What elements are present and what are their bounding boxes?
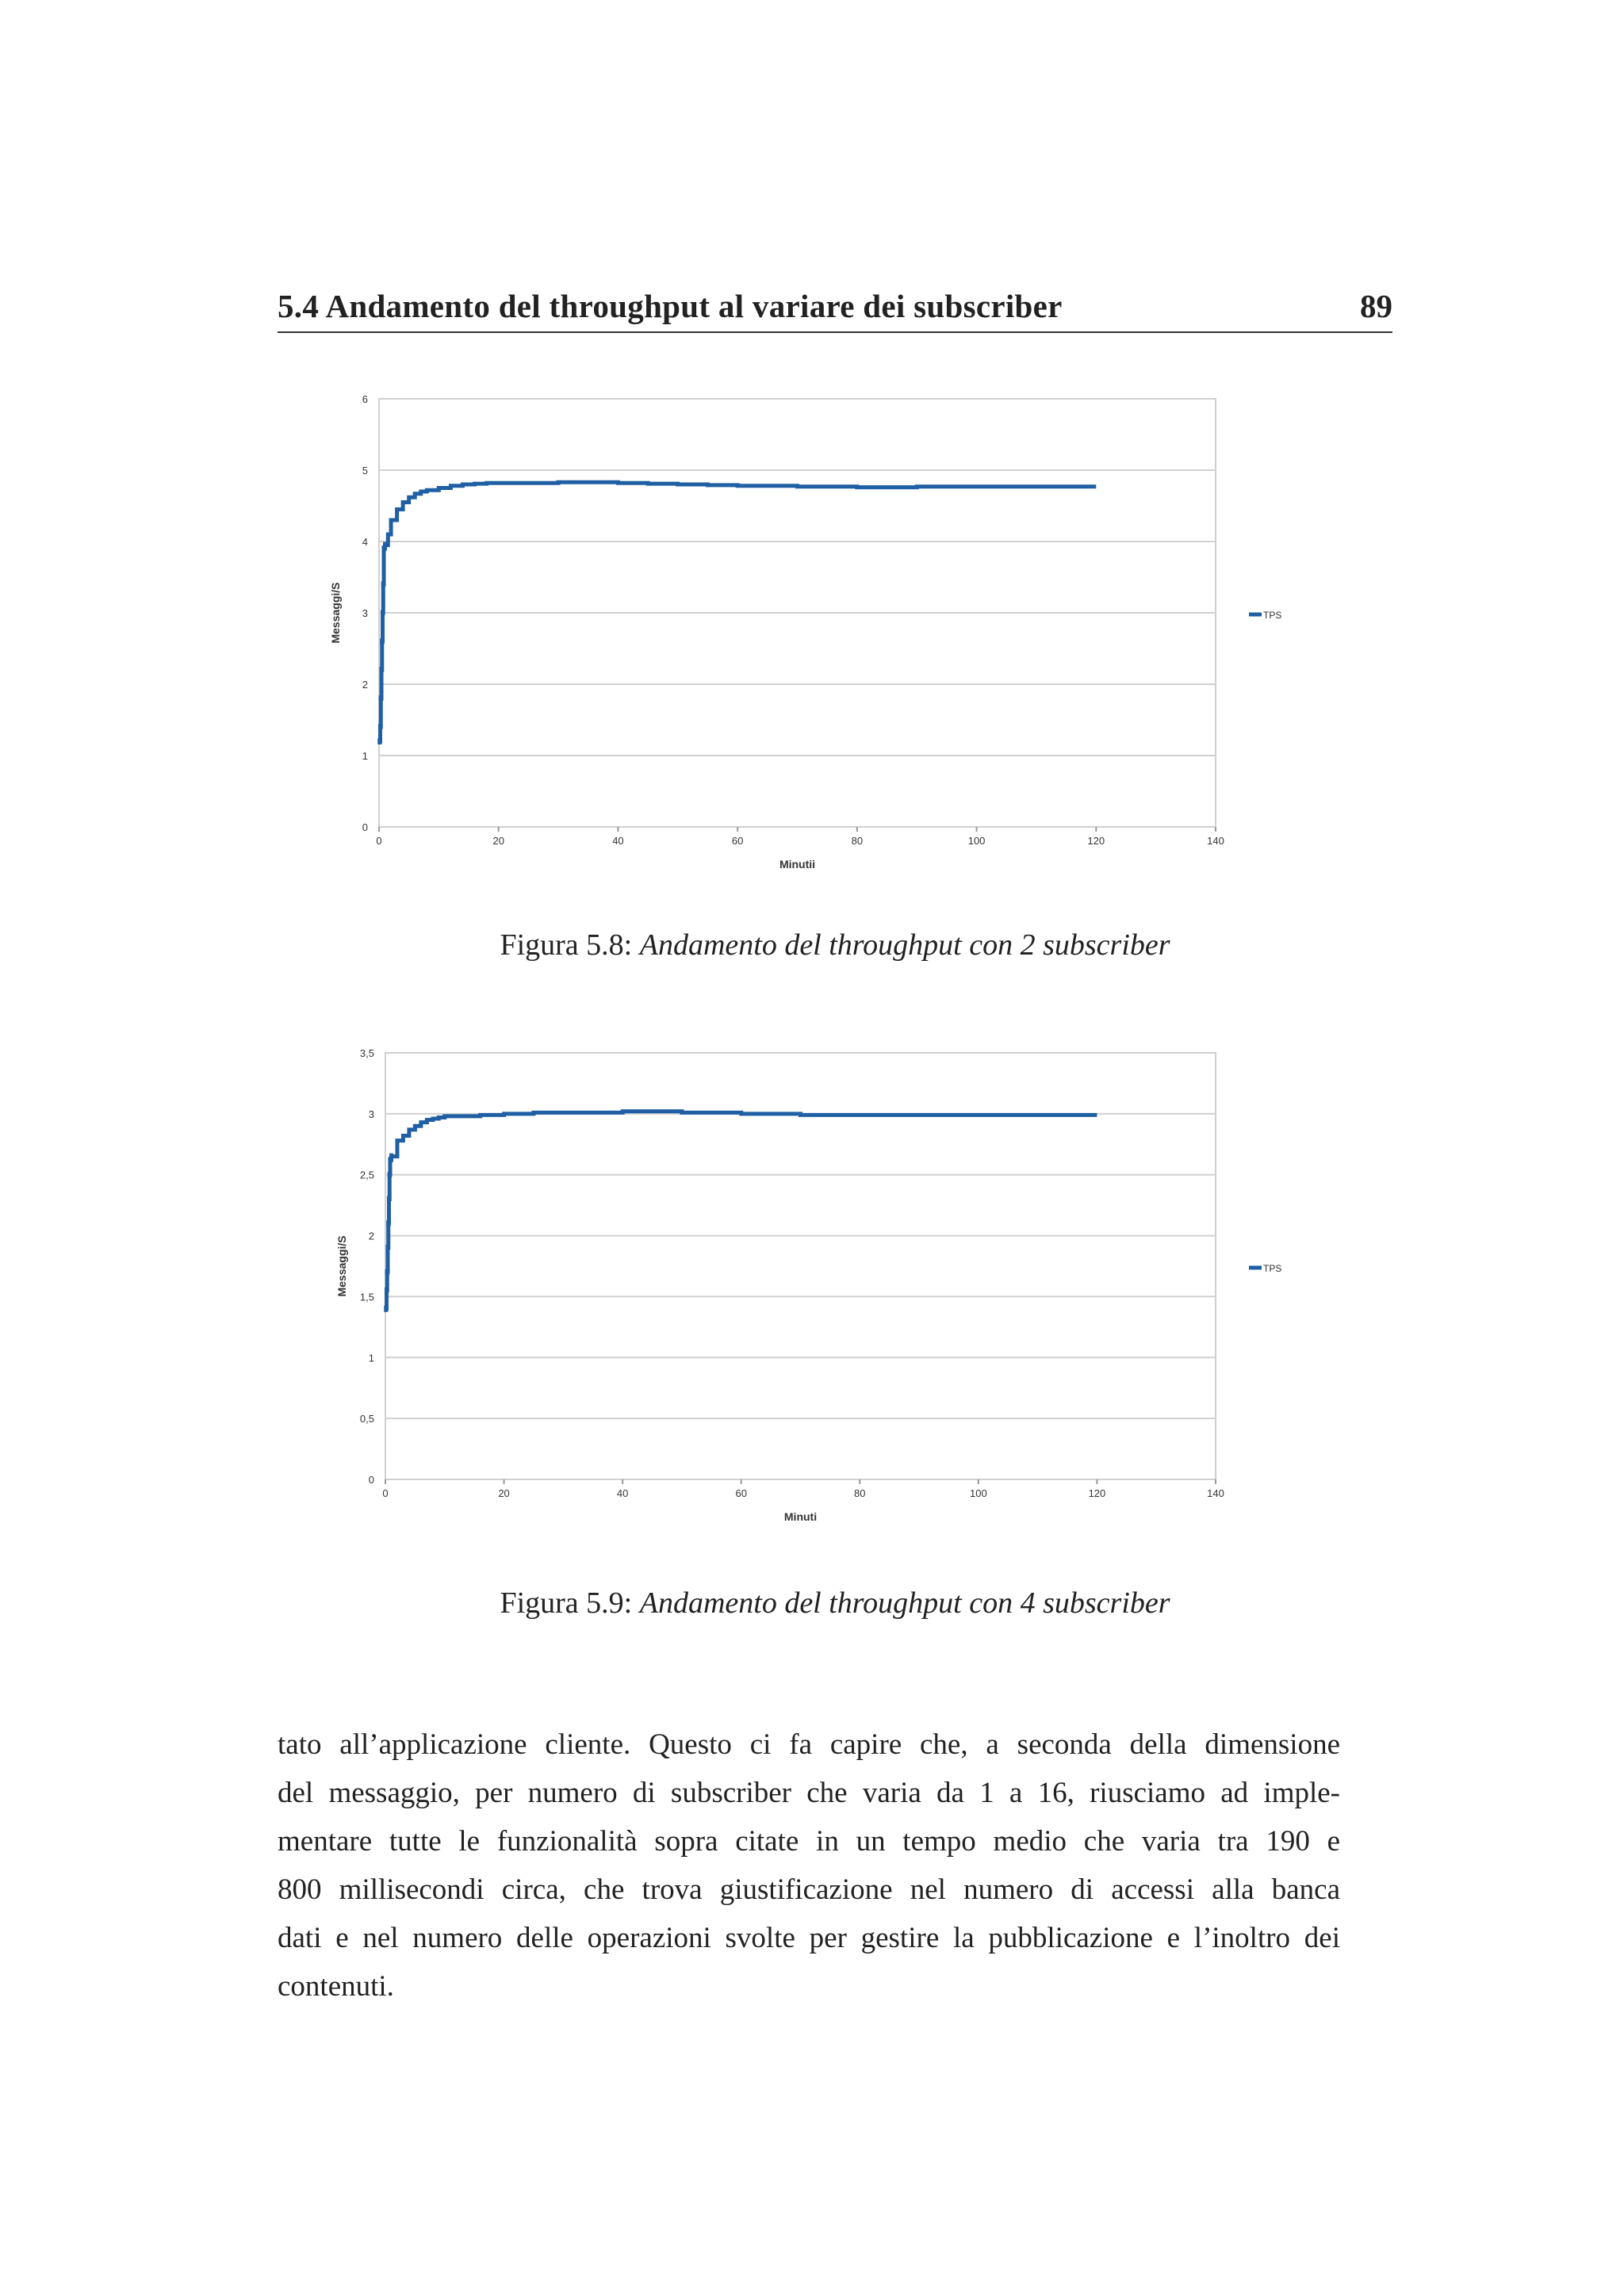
chart-throughput-2-subscriber bbox=[278, 373, 1392, 896]
y-tick-label: 0,5 bbox=[359, 1413, 374, 1425]
data-point bbox=[380, 638, 384, 645]
y-tick-label: 2 bbox=[362, 679, 368, 691]
data-point bbox=[389, 1154, 393, 1160]
data-point bbox=[385, 1245, 389, 1251]
page-number: 89 bbox=[1360, 288, 1392, 324]
y-tick-label: 5 bbox=[362, 465, 368, 476]
series-line-tps bbox=[386, 1112, 1097, 1309]
x-tick-label: 0 bbox=[382, 1487, 389, 1499]
x-tick-label: 20 bbox=[498, 1487, 510, 1499]
y-tick-label: 0 bbox=[362, 821, 368, 833]
x-axis-title: Minuti bbox=[783, 1510, 818, 1523]
body-line: del messaggio, per numero di subscriber che varia da 1 a 16, riusciamo ad imple- bbox=[278, 1777, 1340, 1809]
figure-caption-5-8 bbox=[278, 928, 1392, 962]
data-point bbox=[381, 610, 385, 616]
body-paragraph bbox=[278, 1720, 1340, 2011]
x-tick-label: 100 bbox=[967, 835, 986, 847]
y-tick-label: 2 bbox=[368, 1230, 374, 1242]
section-title: 5.4 Andamento del throughput al variare dei subscriber bbox=[278, 288, 1063, 324]
x-tick-label: 0 bbox=[376, 835, 382, 847]
body-line: mentare tutte le funzionalità sopra citate in un tempo medio che varia tra 190 e bbox=[278, 1825, 1340, 1858]
legend-label: TPS bbox=[1263, 610, 1282, 621]
y-tick-label: 3,5 bbox=[359, 1047, 374, 1059]
body-line: dati e nel numero delle operazioni svolte per gestire la pubblicazione e l’inoltro dei bbox=[278, 1922, 1340, 1954]
data-point bbox=[385, 1288, 389, 1294]
y-axis-title: Messaggi/S bbox=[329, 582, 342, 644]
x-tick-label: 120 bbox=[1087, 835, 1105, 847]
x-tick-label: 140 bbox=[1207, 1487, 1224, 1499]
x-tick-label: 40 bbox=[616, 1487, 629, 1499]
y-tick-label: 0 bbox=[368, 1474, 374, 1486]
body-line: tato all’applicazione cliente. Questo ci fa capire che, a seconda della dimensione bbox=[278, 1728, 1340, 1761]
data-point bbox=[381, 581, 385, 587]
figure-5-9 bbox=[278, 1035, 1392, 1558]
chart-throughput-4-subscriber bbox=[278, 1035, 1392, 1558]
x-tick-label: 40 bbox=[612, 835, 624, 847]
x-tick-label: 60 bbox=[735, 1487, 747, 1499]
data-point bbox=[378, 724, 382, 730]
data-point bbox=[385, 1269, 389, 1276]
y-tick-label: 1 bbox=[362, 750, 368, 762]
x-tick-label: 60 bbox=[731, 835, 744, 847]
x-tick-label: 120 bbox=[1088, 1487, 1106, 1499]
x-tick-label: 100 bbox=[970, 1487, 987, 1499]
y-tick-label: 4 bbox=[362, 536, 368, 548]
data-point bbox=[388, 1172, 392, 1178]
x-axis-title: Minutii bbox=[779, 858, 816, 871]
y-tick-label: 1,5 bbox=[359, 1291, 374, 1303]
data-point bbox=[383, 542, 387, 549]
y-tick-label: 3 bbox=[362, 607, 368, 619]
data-point bbox=[384, 1306, 388, 1312]
data-point bbox=[377, 738, 381, 744]
x-tick-label: 80 bbox=[851, 835, 864, 847]
data-point bbox=[380, 667, 384, 673]
caption-label: Figura 5.8: bbox=[500, 928, 633, 962]
x-tick-label: 20 bbox=[492, 835, 504, 847]
caption-label: Figura 5.9: bbox=[500, 1586, 633, 1620]
body-line: contenuti. bbox=[278, 1970, 394, 2003]
series-line-tps bbox=[380, 482, 1097, 741]
x-tick-label: 140 bbox=[1207, 835, 1224, 847]
figure-5-8 bbox=[278, 373, 1392, 896]
figure-caption-5-9 bbox=[278, 1586, 1392, 1621]
data-point bbox=[386, 1220, 390, 1226]
y-tick-label: 2,5 bbox=[359, 1169, 374, 1181]
running-header bbox=[278, 287, 1392, 333]
legend-label: TPS bbox=[1263, 1263, 1282, 1274]
y-axis-title: Messaggi/S bbox=[335, 1235, 348, 1297]
data-point bbox=[379, 695, 383, 702]
body-line: 800 millisecondi circa, che trova giustificazione nel numero di accessi alla banca bbox=[278, 1873, 1340, 1906]
x-tick-label: 80 bbox=[854, 1487, 866, 1499]
caption-text: Andamento del throughput con 2 subscriber bbox=[639, 928, 1170, 962]
data-point bbox=[387, 1196, 391, 1202]
y-tick-label: 6 bbox=[362, 393, 368, 405]
caption-text: Andamento del throughput con 4 subscriber bbox=[639, 1586, 1170, 1620]
y-tick-label: 1 bbox=[368, 1352, 374, 1364]
y-tick-label: 3 bbox=[368, 1108, 374, 1120]
